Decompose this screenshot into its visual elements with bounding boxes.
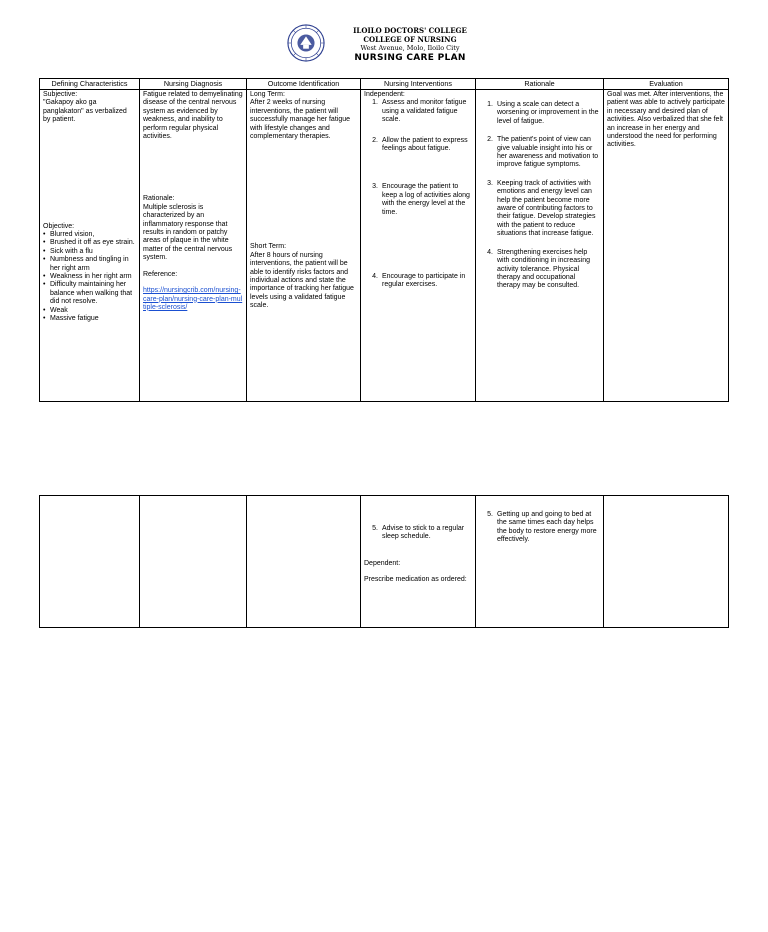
long-term-text: After 2 weeks of nursing interventions, the patient will successfully manage her fatigue with lifestyle changes and complementary therapies.: [250, 99, 350, 141]
list-item: • Sick with a flu: [50, 248, 136, 256]
table-header-row: [40, 79, 729, 90]
list-item: • Weakness in her right arm: [50, 273, 136, 281]
short-term-label: Short Term:: [250, 243, 287, 251]
objective-label: Objective:: [43, 222, 75, 230]
header-outcome-identification: Outcome Identification: [247, 79, 361, 90]
header-evaluation: Evaluation: [604, 79, 729, 90]
outcome-identification-cell: [247, 90, 361, 402]
reference-label: Reference:: [143, 270, 178, 278]
list-item: 2. The patient's point of view can give valuable insight into his or her awareness and motivation to improve fatigue symptoms.: [487, 136, 599, 169]
school-address: West Avenue, Molo, Iloilo City: [360, 44, 460, 52]
dependent-text: Prescribe medication as ordered:: [364, 576, 467, 584]
header-text: [330, 26, 490, 64]
list-item: • Brushed it off as eye strain.: [50, 239, 136, 247]
rationale-cell: [476, 90, 604, 402]
table-row: [40, 496, 729, 628]
diagnosis-text: Fatigue related to demyelinating disease of the central nervous system as evidenced by weakness, and inability to perform regular physical activities.: [143, 91, 243, 141]
header-defining-characteristics: Defining Characteristics: [40, 79, 140, 90]
evaluation-text: Goal was met. After interventions, the patient was able to actively participate in necessary and desired plan of activities. Also verbalized that she felt an increase in her energy and understood the need for performing activities.: [607, 91, 725, 149]
independent-label: Independent:: [364, 91, 405, 98]
list-item: • Weak: [50, 307, 136, 315]
rationale-cell: [476, 496, 604, 628]
college-name: COLLEGE OF NURSING: [363, 35, 457, 44]
rationale-label: Rationale:: [143, 195, 175, 203]
header-nursing-interventions: Nursing Interventions: [361, 79, 476, 90]
defining-characteristics-cell: [40, 90, 140, 402]
subjective-label: Subjective:: [43, 91, 78, 98]
objective-list: [43, 231, 136, 323]
header-rationale: Rationale: [476, 79, 604, 90]
dependent-label: Dependent:: [364, 559, 401, 567]
list-item: 2. Allow the patient to express feelings about fatigue.: [372, 136, 468, 153]
document-title: NURSING CARE PLAN: [354, 53, 466, 63]
outcome-identification-cell: [247, 496, 361, 628]
long-term-label: Long Term:: [250, 91, 285, 98]
list-item: • Massive fatigue: [50, 315, 136, 323]
list-item: 4. Encourage to participate in regular exercises.: [372, 273, 466, 289]
list-item: • Blurred vision,: [50, 231, 136, 239]
reference-link[interactable]: https://nursingcrib.com/nursing-care-plan/nursing-care-plan-multiple-sclerosis/: [143, 287, 243, 311]
document-header: [0, 24, 768, 70]
list-item: • Difficulty maintaining her balance when walking that did not resolve.: [50, 281, 136, 306]
defining-characteristics-cell: [40, 496, 140, 628]
evaluation-cell: [604, 90, 729, 402]
list-item: 4. Strengthening exercises help with conditioning in increasing activity tolerance. Physical therapy and occupational therapy may be consulted.: [487, 248, 590, 290]
list-item: 5. Advise to stick to a regular sleep schedule.: [372, 525, 465, 541]
list-item: 1. Using a scale can detect a worsening or improvement in the level of fatigue.: [487, 101, 599, 125]
nursing-diagnosis-cell: [140, 90, 247, 402]
college-seal-icon: [287, 24, 325, 62]
nursing-interventions-cell: [361, 90, 476, 402]
short-term-text: After 8 hours of nursing interventions, the patient will be able to identify risks factors and individual actions and state the importance of tracking her fatigue levels using a validated fatigue scale.: [250, 251, 354, 310]
table-row: [40, 90, 729, 402]
list-item: • Numbness and tingling in her right arm: [50, 256, 136, 273]
nursing-interventions-cell: [361, 496, 476, 628]
list-item: 3. Keeping track of activities with emotions and energy level can help the patient become more aware of contributing factors to their fatigue. Develop strategies with the patient to reduce situations that increase fatigue.: [487, 179, 596, 238]
school-name: ILOILO DOCTORS' COLLEGE: [353, 26, 467, 35]
care-plan-table: [39, 78, 729, 402]
rationale-text: Multiple sclerosis is characterized by an inflammatory response that results in random or patchy areas of plaque in the white matter of the central nervous system.: [143, 203, 233, 262]
subjective-text: "Gakapoy ako ga panglakaton" as verbalized by patient.: [43, 99, 127, 124]
nursing-diagnosis-cell: [140, 496, 247, 628]
list-item: 3. Encourage the patient to keep a log of activities along with the energy level at the time.: [372, 183, 470, 216]
header-nursing-diagnosis: Nursing Diagnosis: [140, 79, 247, 90]
list-item: 5. Getting up and going to bed at the same times each day helps the body to restore energy more effectively.: [487, 511, 597, 544]
list-item: 1. Assess and monitor fatigue using a validated fatigue scale.: [372, 99, 467, 124]
evaluation-cell: [604, 496, 729, 628]
care-plan-table-continued: [39, 495, 729, 628]
